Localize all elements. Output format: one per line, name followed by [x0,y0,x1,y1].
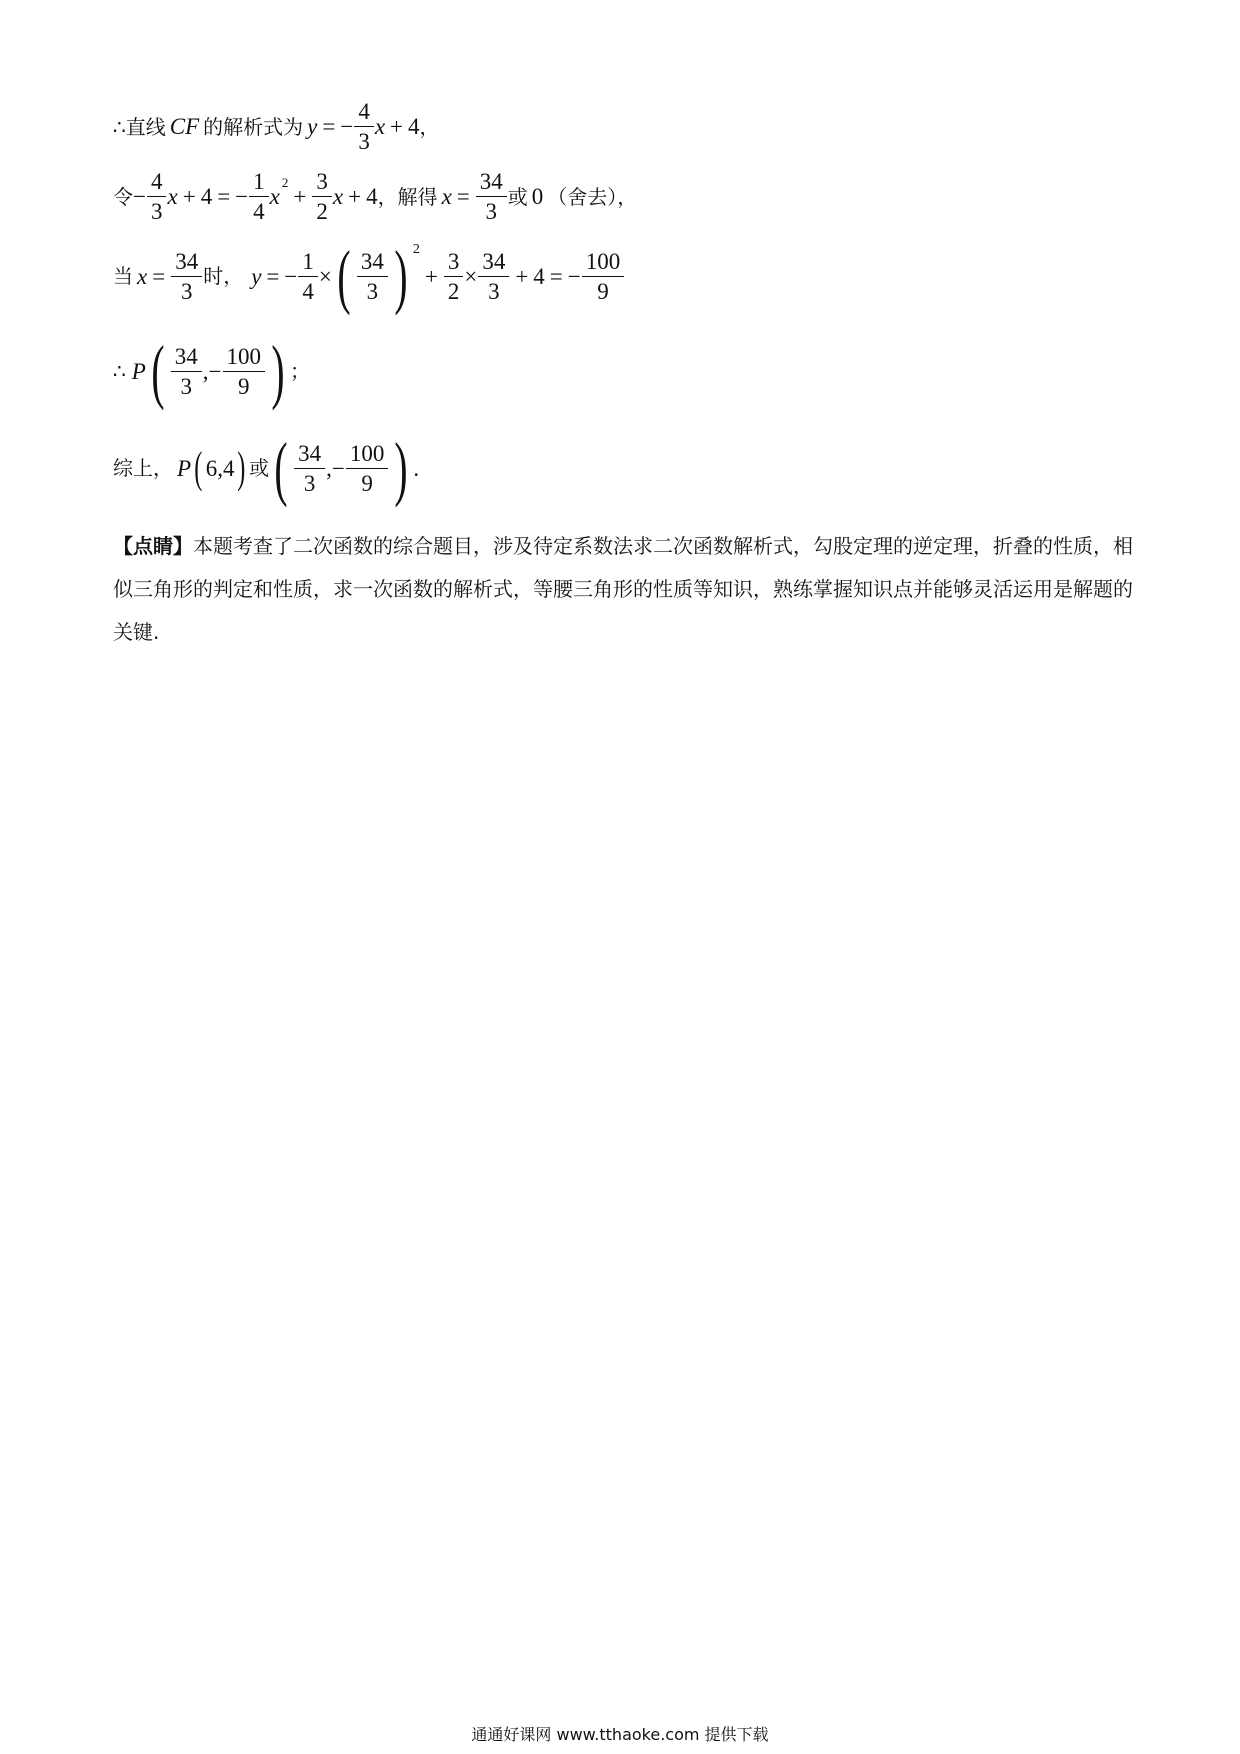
line3-shi: 时， [203,264,244,288]
line4-right-paren: ) [271,331,285,411]
line3-y: y [251,263,262,289]
line3-fraction-5 [480,250,507,303]
line2-fraction-4 [478,170,505,223]
line5-minus: − [331,455,345,481]
fraction-denominator: 3 [147,196,167,223]
line1-const: 4 [408,114,420,139]
line4-prefix: ∴ [113,359,126,383]
line5-fraction-2 [348,442,387,495]
fraction-denominator: 9 [223,371,266,398]
fraction-numerator: 34 [482,248,506,274]
line2-plus2: + [293,184,307,209]
line2-or: 或 [507,184,528,209]
page-footer: 通通好课网 www.tthaoke.com 提供下载 [471,1725,769,1744]
comment-paragraph [113,525,1133,654]
line4-left-paren: ( [151,331,165,411]
line3-eq: = [152,263,166,289]
fraction-numerator: 100 [585,248,621,274]
line3-right-paren: ) [394,236,408,316]
line1-plus: + [390,114,404,139]
fraction-denominator: 3 [476,196,507,223]
fraction-numerator: 34 [174,343,198,369]
line3-times1: × [318,263,332,289]
line1-x: x [374,114,386,139]
line5-fraction-1 [296,442,323,495]
math-line-3 [113,236,625,316]
line5-prefix: 综上， [113,456,173,480]
line2-minus1: − [133,184,146,209]
fraction-denominator: 9 [346,468,389,495]
line3-minus: − [284,263,298,289]
line3-x: x [137,263,148,289]
fraction-denominator: 2 [312,196,332,223]
fraction-denominator: 3 [478,276,509,303]
line2-power: 2 [281,175,289,190]
line3-minus2: − [567,263,581,289]
fraction-numerator: 4 [150,169,163,194]
line2-eq: = [217,184,231,209]
line2-x2: x [269,184,280,209]
line2-fraction-3 [314,170,330,223]
line3-eq3: = [549,263,563,289]
comment-heading: 【点睛】 [113,534,193,558]
line5-coords: 6,4 [205,455,235,481]
line2-x4: x [441,184,452,209]
line1-minus: − [340,114,354,139]
line2-fraction-1 [149,170,165,223]
line3-fraction-4 [446,250,462,303]
line4-fraction-1 [173,345,200,398]
line5-suffix: . [413,455,420,481]
line4-fraction-2 [225,345,264,398]
line3-fraction-1 [173,250,200,303]
fraction-numerator: 100 [349,440,385,466]
fraction-numerator: 34 [298,440,322,466]
fraction-numerator: 1 [253,169,265,194]
fraction-denominator: 9 [582,276,625,303]
line2-minus2: − [235,184,249,209]
line2-x3: x [332,184,344,209]
fraction-numerator: 3 [316,169,328,194]
comment-body: 本题考查了二次函数的综合题目，涉及待定系数法求二次函数解析式，勾股定理的逆定理，折叠的性质，相似三角形的判定和性质，求一次函数的解析式，等腰三角形的性质等知识，熟练掌握知识点并能够灵活运用是解题的关键. [113,534,1133,644]
line1-eq: = [322,114,336,139]
line2-zero: 0 [531,184,544,209]
line5-right-paren-2: ) [394,428,408,508]
line5-left-paren-2: ( [274,428,288,508]
fraction-numerator: 1 [302,248,314,274]
math-line-1 [113,100,440,153]
line4-suffix: ； [290,359,310,383]
line5-comma: , [326,455,332,481]
line2-tail: （舍去）， [547,184,638,209]
fraction-numerator: 34 [360,248,384,274]
line5-or: 或 [249,456,270,480]
fraction-denominator: 3 [294,468,325,495]
line3-prefix: 当 [113,264,133,288]
line3-c: 4 [533,263,545,289]
fraction-numerator: 3 [447,248,460,274]
line2-mid: ，解得 [377,184,438,209]
line3-eq2: = [266,263,280,289]
math-line-2 [113,170,637,223]
line5-right-paren: ) [237,443,246,492]
line1-fraction [356,100,372,153]
line4-minus: − [208,358,222,384]
fraction-numerator: 100 [226,343,262,369]
math-line-5 [113,428,420,508]
line1-prefix: ∴直线 [113,114,166,139]
fraction-denominator: 3 [357,276,388,303]
line2-prefix: 令 [113,184,133,209]
line2-c2: 4 [366,184,378,209]
line1-text: 的解析式为 [203,114,304,139]
fraction-denominator: 4 [249,196,269,223]
fraction-denominator: 3 [171,371,202,398]
line3-times2: × [464,263,478,289]
math-line-4 [113,331,310,411]
line2-x1: x [167,184,178,209]
fraction-numerator: 34 [175,248,199,274]
line2-eq2: = [456,184,470,209]
fraction-denominator: 3 [171,276,202,303]
fraction-denominator: 3 [354,126,374,153]
line5-p: P [177,455,192,481]
line4-p: P [131,358,146,384]
line2-c1: 4 [200,184,213,209]
line3-fraction-6 [584,250,623,303]
line3-plus2: + [515,263,529,289]
line3-left-paren: ( [337,236,351,316]
line3-fraction-2 [300,250,316,303]
fraction-numerator: 4 [358,99,370,124]
line1-y: y [307,114,318,139]
line1-var-cf: CF [169,114,200,139]
line5-left-paren: ( [194,443,203,492]
line4-comma: , [202,358,209,384]
line3-power: 2 [412,242,420,257]
line3-fraction-3 [359,250,386,303]
fraction-numerator: 34 [479,169,503,194]
line3-plus: + [424,263,438,289]
line2-fraction-2 [251,170,267,223]
line1-suffix: ， [419,114,440,139]
fraction-denominator: 2 [444,276,464,303]
line2-plus3: + [348,184,362,209]
line2-plus1: + [182,184,196,209]
fraction-denominator: 4 [298,276,318,303]
